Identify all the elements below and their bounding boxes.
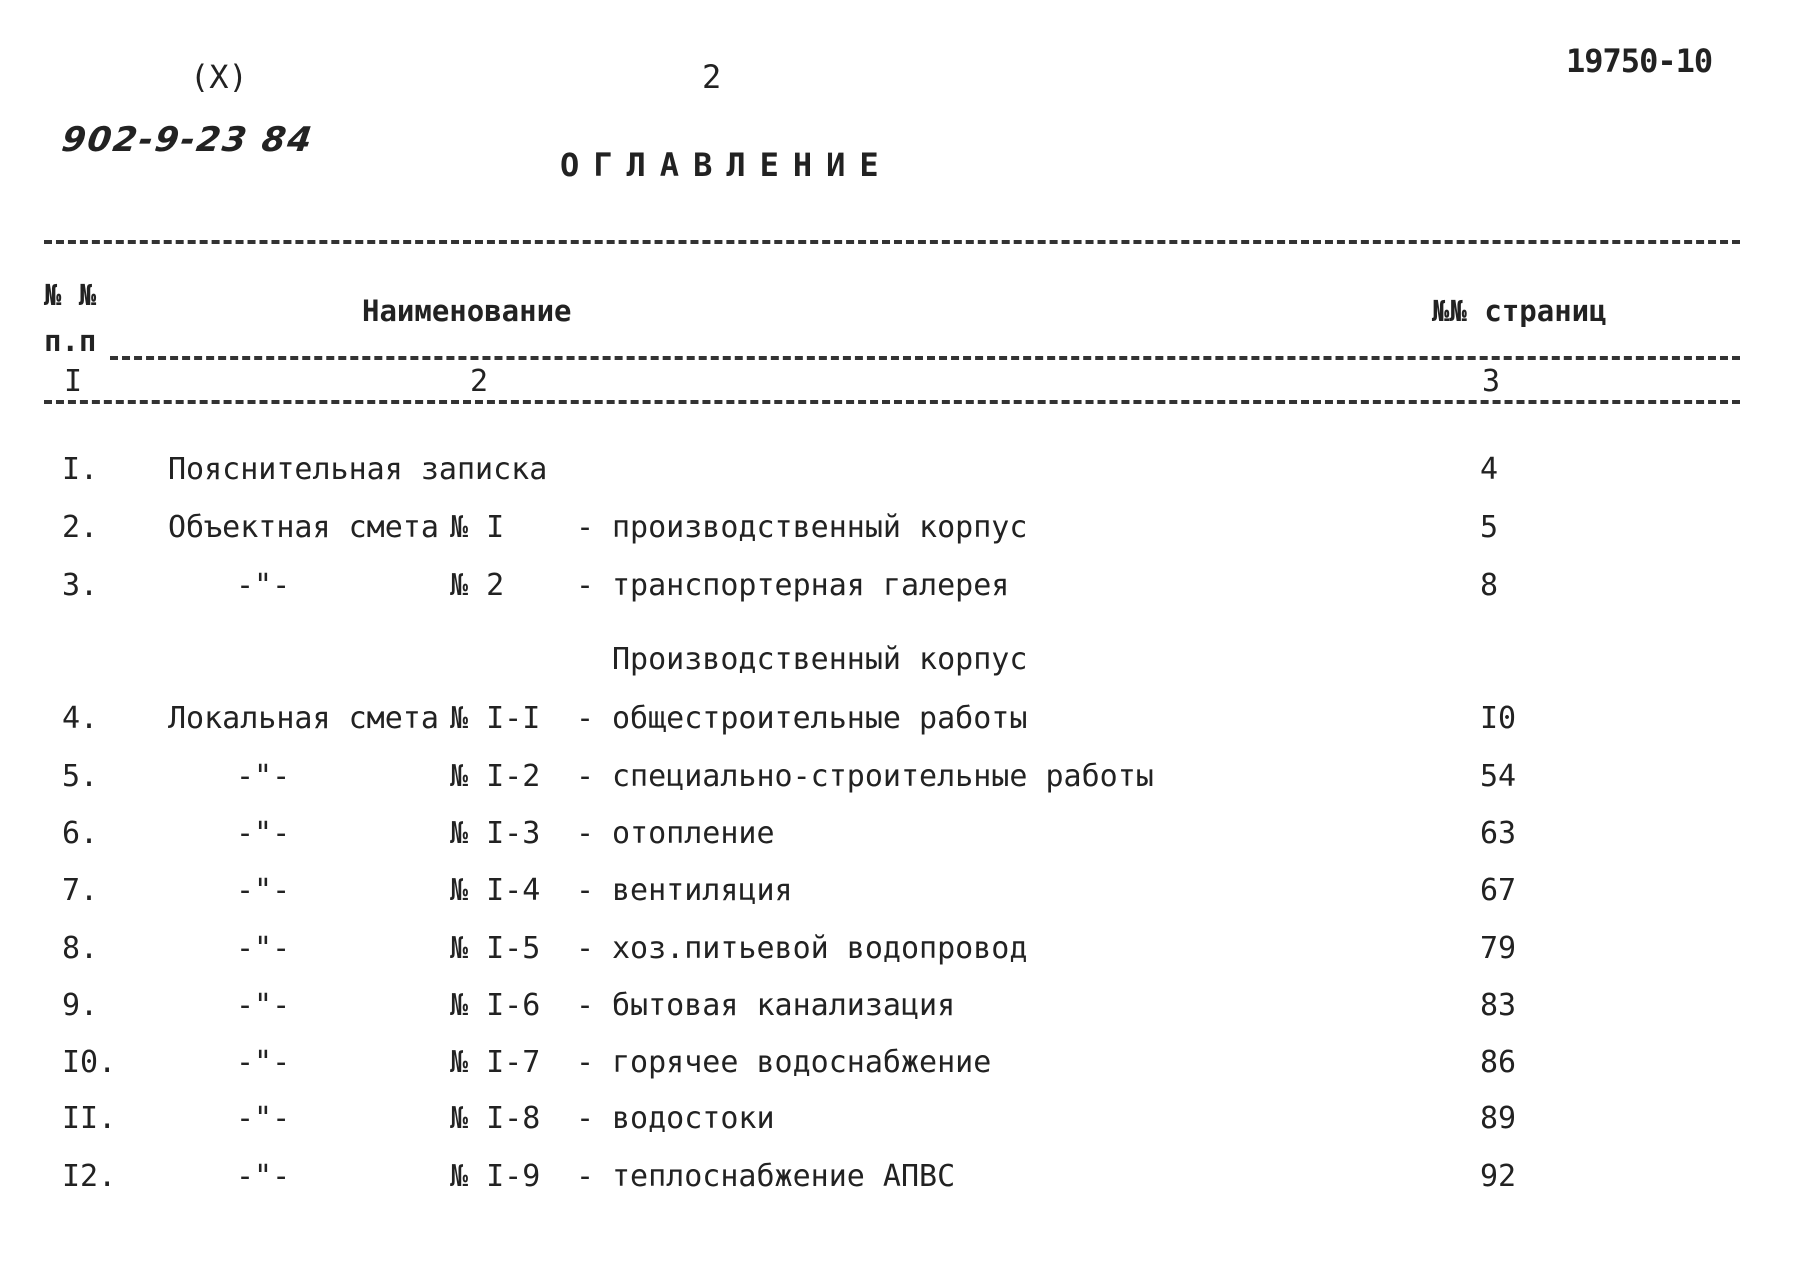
toc-item-page: 86 <box>1480 1045 1517 1080</box>
toc-item-description: горячее водоснабжение <box>612 1045 992 1080</box>
column-header-num-sub: п.п <box>44 324 97 358</box>
toc-item-page: 5 <box>1480 510 1499 545</box>
toc-item-description: хоз.питьевой водопровод <box>612 931 1028 966</box>
toc-item-number: I2. <box>62 1159 117 1194</box>
toc-item-name: -"- <box>236 1101 291 1136</box>
section-mark: (X) <box>190 58 248 96</box>
toc-item-number: 7. <box>62 873 99 908</box>
toc-item-description: водостоки <box>612 1101 775 1136</box>
toc-item-estimate-number: № I <box>450 510 505 545</box>
toc-item-estimate-number: № I-7 <box>450 1045 541 1080</box>
toc-item-number: I. <box>62 452 99 487</box>
toc-item-page: 79 <box>1480 931 1517 966</box>
toc-item-estimate-number: № I-2 <box>450 759 541 794</box>
section-subheading: Производственный корпус <box>612 642 1028 677</box>
toc-item-separator: - <box>576 1159 595 1194</box>
toc-item-separator: - <box>576 568 595 603</box>
toc-item-separator: - <box>576 988 595 1023</box>
toc-item-number: 6. <box>62 816 99 851</box>
toc-item-number: 9. <box>62 988 99 1023</box>
toc-item-page: 54 <box>1480 759 1517 794</box>
column-number-2: 2 <box>470 364 489 399</box>
toc-item-page: 83 <box>1480 988 1517 1023</box>
colnum-rule <box>44 400 1740 404</box>
toc-item-page: 92 <box>1480 1159 1517 1194</box>
toc-item-estimate-number: № 2 <box>450 568 505 603</box>
toc-item-description: бытовая канализация <box>612 988 956 1023</box>
toc-item-name: -"- <box>236 988 291 1023</box>
toc-item-name: -"- <box>236 568 291 603</box>
toc-item-name: Пояснительная записка <box>168 452 548 487</box>
toc-item-number: 3. <box>62 568 99 603</box>
column-number-3: 3 <box>1482 364 1501 399</box>
toc-item-number: 2. <box>62 510 99 545</box>
toc-item-estimate-number: № I-4 <box>450 873 541 908</box>
toc-item-separator: - <box>576 816 595 851</box>
toc-item-page: 67 <box>1480 873 1517 908</box>
toc-item-name: -"- <box>236 1045 291 1080</box>
toc-item-page: 63 <box>1480 816 1517 851</box>
top-rule <box>44 240 1740 244</box>
toc-item-number: I0. <box>62 1045 117 1080</box>
handwritten-code: 902-9-23 84 <box>59 120 317 160</box>
toc-item-name: -"- <box>236 931 291 966</box>
toc-item-name: -"- <box>236 873 291 908</box>
toc-item-description: отопление <box>612 816 775 851</box>
toc-item-page: I0 <box>1480 701 1517 736</box>
toc-item-number: 8. <box>62 931 99 966</box>
toc-item-description: общестроительные работы <box>612 701 1028 736</box>
toc-item-description: производственный корпус <box>612 510 1028 545</box>
header-rule <box>110 356 1740 360</box>
document-code: 19750-10 <box>1566 42 1713 80</box>
toc-item-estimate-number: № I-5 <box>450 931 541 966</box>
toc-item-description: вентиляция <box>612 873 793 908</box>
toc-item-estimate-number: № I-3 <box>450 816 541 851</box>
toc-item-separator: - <box>576 1045 595 1080</box>
toc-item-name: -"- <box>236 1159 291 1194</box>
toc-item-separator: - <box>576 931 595 966</box>
toc-item-estimate-number: № I-8 <box>450 1101 541 1136</box>
toc-item-description: теплоснабжение АПВС <box>612 1159 956 1194</box>
toc-item-page: 8 <box>1480 568 1499 603</box>
toc-item-description: транспортерная галерея <box>612 568 1010 603</box>
toc-item-page: 89 <box>1480 1101 1517 1136</box>
toc-item-name: Объектная смета <box>168 510 439 545</box>
toc-item-name: -"- <box>236 759 291 794</box>
toc-item-separator: - <box>576 1101 595 1136</box>
toc-item-name: Локальная смета <box>168 701 439 736</box>
toc-item-name: -"- <box>236 816 291 851</box>
column-number-1: I <box>64 364 83 399</box>
toc-item-number: II. <box>62 1101 117 1136</box>
page-title: ОГЛАВЛЕНИЕ <box>560 146 893 184</box>
toc-item-estimate-number: № I-6 <box>450 988 541 1023</box>
column-header-pages: №№ страниц <box>1432 294 1607 328</box>
page-number: 2 <box>702 58 722 96</box>
toc-item-page: 4 <box>1480 452 1499 487</box>
toc-item-separator: - <box>576 873 595 908</box>
toc-item-separator: - <box>576 759 595 794</box>
column-header-num: № № <box>44 278 97 312</box>
toc-item-number: 5. <box>62 759 99 794</box>
toc-item-estimate-number: № I-I <box>450 701 541 736</box>
toc-item-description: специально-строительные работы <box>612 759 1154 794</box>
column-header-name: Наименование <box>362 294 572 328</box>
toc-item-separator: - <box>576 510 595 545</box>
toc-item-separator: - <box>576 701 595 736</box>
toc-item-number: 4. <box>62 701 99 736</box>
toc-item-estimate-number: № I-9 <box>450 1159 541 1194</box>
